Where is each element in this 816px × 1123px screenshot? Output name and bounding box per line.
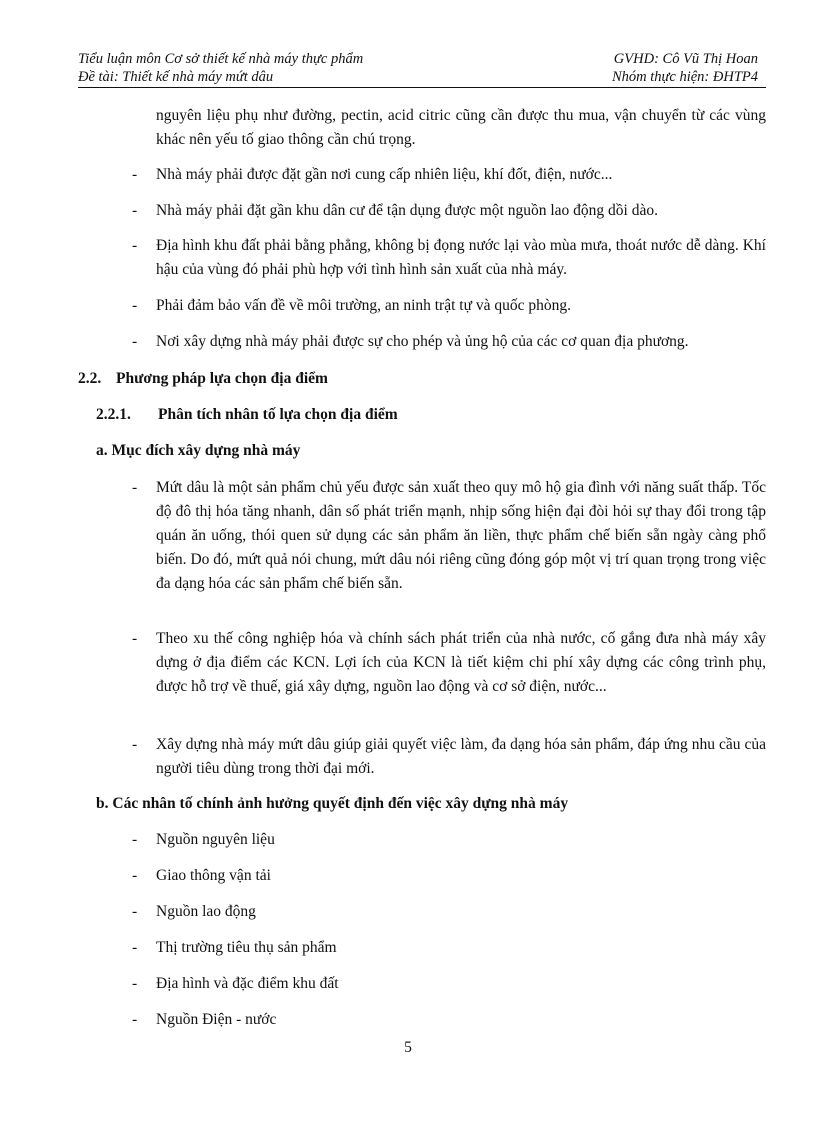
list-item: - Nơi xây dựng nhà máy phải được sự cho phép và ủng hộ của các cơ quan địa phương. [132,330,766,354]
bullet-dash: - [132,166,138,183]
list-item: - Nguồn lao động [132,900,766,924]
bullet-dash: - [132,867,138,884]
bullet-dash: - [132,333,138,350]
list-item: - Mứt dâu là một sản phẩm chủ yếu được sản xuất theo quy mô hộ gia đình với năng suất thấp. Tốc độ đô thị hóa tăng nhanh, dân số phát triển mạnh, nhịp sống hiện đại đòi hỏi sự thay đổi trong tập quán ăn uống, thói quen sử dụng các sản phẩm ăn liền, thực phẩm chế biến sẵn ngày càng phổ biến. Do đó, mứt quả nói chung, mứt dâu nói riêng cũng đóng góp một vị trí quan trọng trong việc đa dạng hóa các sản phẩm chế biến sẵn. [132,476,766,596]
list-item: - Giao thông vận tải [132,864,766,888]
list-item: - Thị trường tiêu thụ sản phẩm [132,936,766,960]
list-item: - Xây dựng nhà máy mứt dâu giúp giải quyết việc làm, đa dạng hóa sản phẩm, đáp ứng nhu cầu của người tiêu dùng trong thời đại mới. [132,733,766,781]
bullet-dash: - [132,479,138,496]
list-item: - Nguồn Điện - nước [132,1008,766,1032]
list-item: - Nhà máy phải được đặt gần nơi cung cấp nhiên liệu, khí đốt, điện, nước... [132,163,766,187]
list-item: - Nhà máy phải đặt gần khu dân cư để tận dụng được một nguồn lao động dồi dào. [132,199,766,223]
list-item: - Theo xu thế công nghiệp hóa và chính sách phát triển của nhà nước, cố gắng đưa nhà máy xây dựng ở địa điểm các KCN. Lợi ích của KCN là tiết kiệm chi phí xây dựng các công trình phụ, được hỗ trợ về thuế, giá xây dựng, nguồn lao động và cơ sở điện, nước... [132,627,766,699]
bullet-dash: - [132,237,138,254]
header-instructor: GVHD: Cô Vũ Thị Hoan [613,51,758,67]
list-item: - Phải đảm bảo vấn đề về môi trường, an ninh trật tự và quốc phòng. [132,294,766,318]
bullet-dash: - [132,939,138,956]
page-header [78,50,766,88]
list-item: - Địa hình khu đất phải bằng phẳng, không bị đọng nước lại vào mùa mưa, thoát nước dễ dàng. Khí hậu của vùng đó phải phù hợp với tình hình sản xuất của nhà máy. [132,234,766,282]
list-item: - Nguồn nguyên liệu [132,828,766,852]
bullet-dash: - [132,903,138,920]
section-heading-2-2: 2.2. Phương pháp lựa chọn địa điểm [78,370,328,387]
bullet-dash: - [132,831,138,848]
bullet-dash: - [132,975,138,992]
header-course-title: Tiểu luận môn Cơ sở thiết kế nhà máy thực phẩm [78,51,364,67]
bullet-dash: - [132,630,138,647]
bullet-dash: - [132,202,138,219]
section-heading-2-2-1: 2.2.1. Phân tích nhân tố lựa chọn địa điểm [96,406,398,423]
bullet-dash: - [132,297,138,314]
page-number: 5 [404,1039,412,1056]
bullet-dash: - [132,1011,138,1028]
continuation-paragraph: nguyên liệu phụ như đường, pectin, acid citric cũng cần được thu mua, vận chuyển từ các vùng khác nên yếu tố giao thông cần chú trọng. [156,107,766,148]
bullet-dash: - [132,736,138,753]
subsection-heading-b: b. Các nhân tố chính ảnh hưởng quyết định đến việc xây dựng nhà máy [96,795,569,812]
header-group: Nhóm thực hiện: ĐHTP4 [611,69,758,85]
subsection-heading-a: a. Mục đích xây dựng nhà máy [96,442,301,459]
list-item: - Địa hình và đặc điểm khu đất [132,972,766,996]
header-topic: Đề tài: Thiết kế nhà máy mứt dâu [78,69,274,85]
